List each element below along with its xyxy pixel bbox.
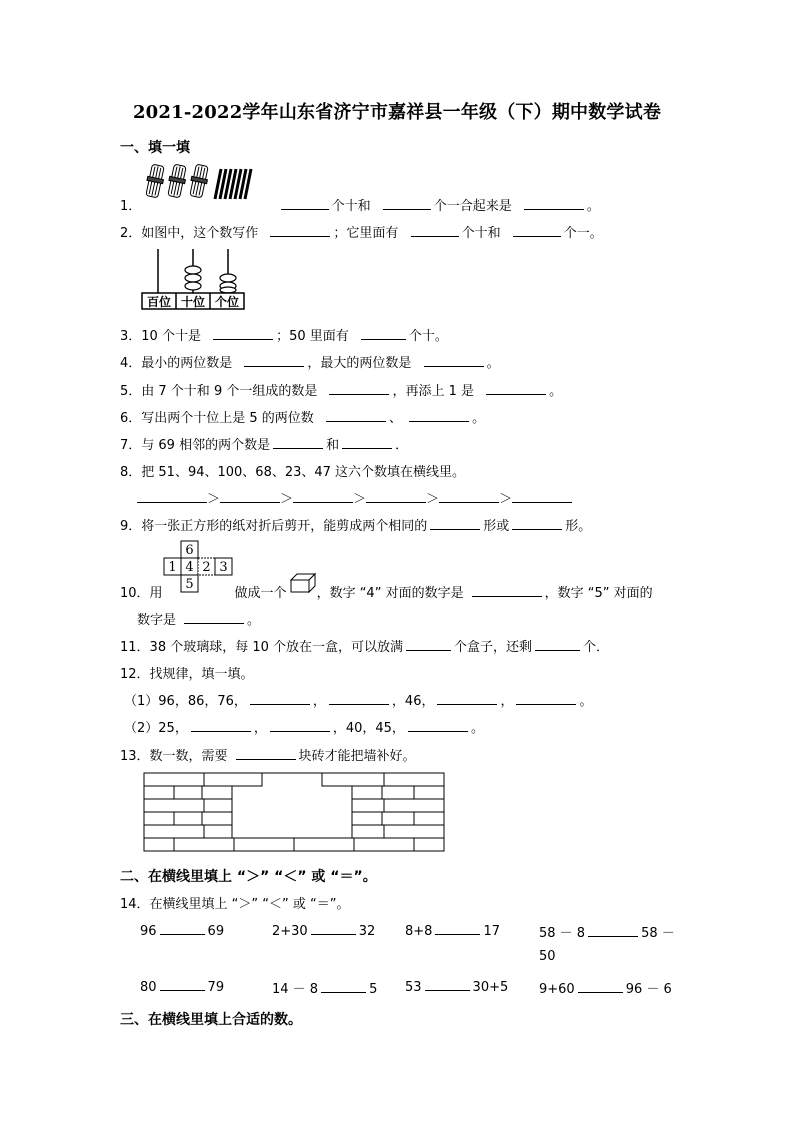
question-4 bbox=[120, 352, 500, 371]
q12-p2-sep: ， bbox=[253, 721, 267, 736]
q8-blank-3[interactable] bbox=[293, 490, 353, 503]
q9-blank-b[interactable] bbox=[512, 517, 562, 530]
q12-p2-blank-1[interactable] bbox=[191, 719, 251, 732]
abacus-bead bbox=[220, 274, 236, 282]
q6-text: 6．写出两个十位上是 5 的两位数 bbox=[120, 411, 314, 426]
q14-blank[interactable] bbox=[578, 980, 623, 993]
question-12 bbox=[120, 663, 254, 682]
q12-p1-text-a: （1）96，86，76， bbox=[124, 694, 247, 709]
q10-text-b: 做成一个 bbox=[234, 586, 287, 601]
q12-p1-blank-2[interactable] bbox=[329, 692, 389, 705]
q7-text-b: ． bbox=[395, 438, 409, 453]
q7-blank-b[interactable] bbox=[342, 436, 392, 449]
q2-text-b: 个十和 bbox=[461, 226, 501, 241]
q5-text-b: 。 bbox=[549, 384, 563, 399]
net-face-bottom: 5 bbox=[185, 577, 194, 592]
q2-text: 2．如图中，这个数写作 bbox=[120, 226, 259, 241]
question-14 bbox=[120, 893, 349, 912]
q14-item-6 bbox=[272, 978, 377, 997]
q1-text-a: 个十和 bbox=[331, 199, 371, 214]
section-heading-1: 一、填一填 bbox=[120, 140, 190, 156]
q14-blank[interactable] bbox=[435, 922, 480, 935]
q14-right: 69 bbox=[207, 924, 225, 939]
wall-brick-joints bbox=[174, 786, 414, 799]
wall-brick-joints bbox=[204, 799, 384, 812]
q4-blank-a[interactable] bbox=[244, 354, 304, 367]
q2-blank-ones[interactable] bbox=[513, 224, 561, 237]
q13-blank[interactable] bbox=[236, 747, 296, 760]
wall-brick-joints bbox=[204, 773, 384, 786]
brick-wall-picture bbox=[144, 773, 446, 853]
q8-blank-5[interactable] bbox=[439, 490, 499, 503]
q12-part-2 bbox=[124, 717, 484, 736]
q14-right-cont: 50 bbox=[539, 949, 556, 964]
q12-p2-blank-2[interactable] bbox=[270, 719, 330, 732]
question-7 bbox=[120, 434, 408, 453]
q12-p1-text-c: ，46， bbox=[391, 694, 435, 709]
q3-text-a: ；50 里面有 bbox=[276, 329, 349, 344]
q4-text-b: 。 bbox=[486, 356, 500, 371]
q10-text-d: ，数字 “5” 对面的 bbox=[544, 586, 653, 601]
q12-part-1 bbox=[124, 690, 593, 709]
wall-gap-edge bbox=[232, 773, 352, 838]
net-face-2: 4 bbox=[185, 560, 194, 575]
q8-blank-2[interactable] bbox=[220, 490, 280, 503]
stick-bundle bbox=[166, 164, 188, 199]
q7-text-a: 和 bbox=[326, 438, 340, 453]
greater-than-sign: ＞ bbox=[207, 492, 221, 507]
q14-right: 32 bbox=[358, 924, 376, 939]
abacus-picture bbox=[142, 247, 246, 311]
q12-p2-text-c: ，40，45， bbox=[332, 721, 405, 736]
q14-item-2 bbox=[272, 922, 375, 939]
q12-p1-blank-3[interactable] bbox=[437, 692, 497, 705]
q12-p2-blank-3[interactable] bbox=[408, 719, 468, 732]
q3-blank-a[interactable] bbox=[213, 327, 273, 340]
q11-text-b: 个． bbox=[583, 640, 610, 655]
q7-text: 7．与 69 相邻的两个数是 bbox=[120, 438, 271, 453]
q9-text-b: 形。 bbox=[565, 519, 592, 534]
greater-than-sign: ＞ bbox=[280, 492, 294, 507]
q10-blank-a[interactable] bbox=[472, 584, 542, 597]
q14-right: 58 － bbox=[641, 926, 675, 941]
q11-text-a: 个盒子，还剩 bbox=[454, 640, 533, 655]
net-face-3: 2 bbox=[202, 560, 211, 575]
q8-text: 8．把 51、94、100、68、23、47 这六个数填在横线里。 bbox=[120, 465, 466, 480]
q14-item-8 bbox=[539, 978, 672, 997]
greater-than-sign: ＞ bbox=[426, 492, 440, 507]
wall-row-lines bbox=[144, 786, 444, 838]
q11-text: 11．38 个玻璃球，每 10 个放在一盒，可以放满 bbox=[120, 640, 404, 655]
wall-brick-joints bbox=[204, 825, 384, 838]
q14-right: 30+5 bbox=[472, 980, 509, 995]
q4-text: 4．最小的两位数是 bbox=[120, 356, 233, 371]
q1-blank-ones[interactable] bbox=[383, 197, 431, 210]
q14-left: 9+60 bbox=[539, 982, 575, 997]
q14-blank[interactable] bbox=[321, 980, 366, 993]
q4-blank-b[interactable] bbox=[424, 354, 484, 367]
q2-text-a: ；它里面有 bbox=[333, 226, 399, 241]
q14-left: 14 － 8 bbox=[272, 982, 319, 997]
abacus-bead bbox=[185, 274, 201, 282]
q14-right: 96 － 6 bbox=[625, 982, 672, 997]
q1-number: 1． bbox=[120, 199, 142, 214]
q14-left: 2+30 bbox=[272, 924, 308, 939]
q14-blank[interactable] bbox=[160, 978, 205, 991]
q14-item-7 bbox=[405, 978, 508, 995]
q14-left: 80 bbox=[140, 980, 157, 995]
wall-brick-joints bbox=[174, 812, 414, 825]
q10-text-e: 数字是 bbox=[137, 613, 177, 628]
q2-blank-tens[interactable] bbox=[411, 224, 459, 237]
q12-p1-blank-4[interactable] bbox=[516, 692, 576, 705]
q3-text: 3．10 个十是 bbox=[120, 329, 201, 344]
q14-item-4-cont bbox=[539, 949, 556, 964]
stick-bundle bbox=[144, 164, 166, 199]
q2-blank-number[interactable] bbox=[270, 224, 330, 237]
q4-text-a: ，最大的两位数是 bbox=[307, 356, 412, 371]
q12-p1-blank-1[interactable] bbox=[250, 692, 310, 705]
q1-text-b: 个一合起来是 bbox=[433, 199, 512, 214]
q9-text: 9．将一张正方形的纸对折后剪开，能剪成两个相同的 bbox=[120, 519, 428, 534]
q2-text-c: 个一。 bbox=[563, 226, 603, 241]
q14-blank[interactable] bbox=[160, 922, 205, 935]
q14-blank[interactable] bbox=[588, 924, 638, 937]
question-8 bbox=[120, 461, 465, 480]
q14-item-1 bbox=[140, 922, 224, 939]
q14-left: 53 bbox=[405, 980, 422, 995]
q13-text: 13．数一数，需要 bbox=[120, 749, 228, 764]
stick-bundle bbox=[188, 164, 210, 199]
q9-text-a: 形或 bbox=[483, 519, 510, 534]
question-3 bbox=[120, 325, 448, 344]
q14-blank[interactable] bbox=[311, 922, 356, 935]
q14-right: 79 bbox=[207, 980, 225, 995]
q14-left: 58 － 8 bbox=[539, 926, 586, 941]
cube-icon bbox=[289, 572, 319, 594]
q8-blank-1[interactable] bbox=[137, 490, 207, 503]
q9-blank-a[interactable] bbox=[430, 517, 480, 530]
question-2 bbox=[120, 222, 603, 241]
q10-text-c: ，数字 “4” 对面的数字是 bbox=[316, 586, 464, 601]
q7-blank-a[interactable] bbox=[273, 436, 323, 449]
q12-p1-text-d: ， bbox=[500, 694, 514, 709]
greater-than-sign: ＞ bbox=[499, 492, 513, 507]
q5-text: 5．由 7 个十和 9 个一组成的数是 bbox=[120, 384, 318, 399]
question-9 bbox=[120, 515, 591, 534]
net-face-1: 1 bbox=[168, 560, 177, 575]
question-6 bbox=[120, 407, 485, 426]
abacus-label-hundreds: 百位 bbox=[146, 295, 172, 309]
question-1 bbox=[120, 195, 600, 214]
q14-right: 5 bbox=[369, 982, 378, 997]
question-11 bbox=[120, 636, 609, 655]
wall-brick-joints bbox=[174, 838, 414, 851]
q14-left: 8+8 bbox=[405, 924, 433, 939]
question-10-cont bbox=[137, 609, 260, 628]
section-heading-2: 二、在横线里填上 “＞” “＜” 或 “＝”。 bbox=[120, 869, 377, 885]
q12-p1-text-e: 。 bbox=[579, 694, 593, 709]
q3-text-b: 个十。 bbox=[408, 329, 448, 344]
q6-text-a: 、 bbox=[388, 411, 402, 426]
q5-blank-b[interactable] bbox=[486, 382, 546, 395]
abacus-bead bbox=[185, 266, 201, 274]
q13-text-a: 块砖才能把墙补好。 bbox=[298, 749, 416, 764]
q8-order-row bbox=[137, 488, 572, 507]
abacus-label-tens: 十位 bbox=[180, 295, 206, 309]
q14-item-4 bbox=[539, 922, 675, 941]
q1-blank-tens[interactable] bbox=[281, 197, 329, 210]
q14-item-5 bbox=[140, 978, 224, 995]
greater-than-sign: ＞ bbox=[353, 492, 367, 507]
abacus-bead bbox=[185, 282, 201, 290]
q11-blank-a[interactable] bbox=[406, 638, 451, 651]
q14-blank[interactable] bbox=[425, 978, 470, 991]
q8-blank-6[interactable] bbox=[512, 490, 572, 503]
q10-blank-b[interactable] bbox=[184, 611, 244, 624]
q5-text-a: ，再添上 1 是 bbox=[392, 384, 475, 399]
q1-blank-total[interactable] bbox=[524, 197, 584, 210]
q1-text-c: 。 bbox=[586, 199, 600, 214]
q6-text-b: 。 bbox=[472, 411, 486, 426]
q8-blank-4[interactable] bbox=[366, 490, 426, 503]
q12-p2-text-e: 。 bbox=[470, 721, 484, 736]
q14-text: 14．在横线里填上 “＞” “＜” 或 “＝”。 bbox=[120, 897, 350, 912]
net-face-4: 3 bbox=[219, 560, 228, 575]
abacus-bead bbox=[220, 287, 236, 293]
abacus-label-ones: 个位 bbox=[214, 295, 240, 309]
question-5 bbox=[120, 380, 562, 399]
q3-blank-b[interactable] bbox=[361, 327, 406, 340]
q6-blank-b[interactable] bbox=[409, 409, 469, 422]
q12-p2-text-a: （2）25， bbox=[124, 721, 188, 736]
q12-p1-sep: ， bbox=[312, 694, 326, 709]
q14-item-3 bbox=[405, 922, 500, 939]
net-face-top: 6 bbox=[185, 543, 194, 558]
q14-left: 96 bbox=[140, 924, 157, 939]
question-13 bbox=[120, 745, 416, 764]
q5-blank-a[interactable] bbox=[329, 382, 389, 395]
q10-text-a: 10．用 bbox=[120, 586, 163, 601]
q6-blank-a[interactable] bbox=[326, 409, 386, 422]
q11-blank-b[interactable] bbox=[535, 638, 580, 651]
q12-text: 12．找规律，填一填。 bbox=[120, 667, 254, 682]
q10-text-f: 。 bbox=[247, 613, 261, 628]
q14-right: 17 bbox=[483, 924, 500, 939]
question-10 bbox=[120, 582, 653, 601]
page-title: 2021-2022学年山东省济宁市嘉祥县一年级（下）期中数学试卷 bbox=[132, 102, 662, 123]
section-heading-3: 三、在横线里填上合适的数。 bbox=[120, 1012, 302, 1028]
